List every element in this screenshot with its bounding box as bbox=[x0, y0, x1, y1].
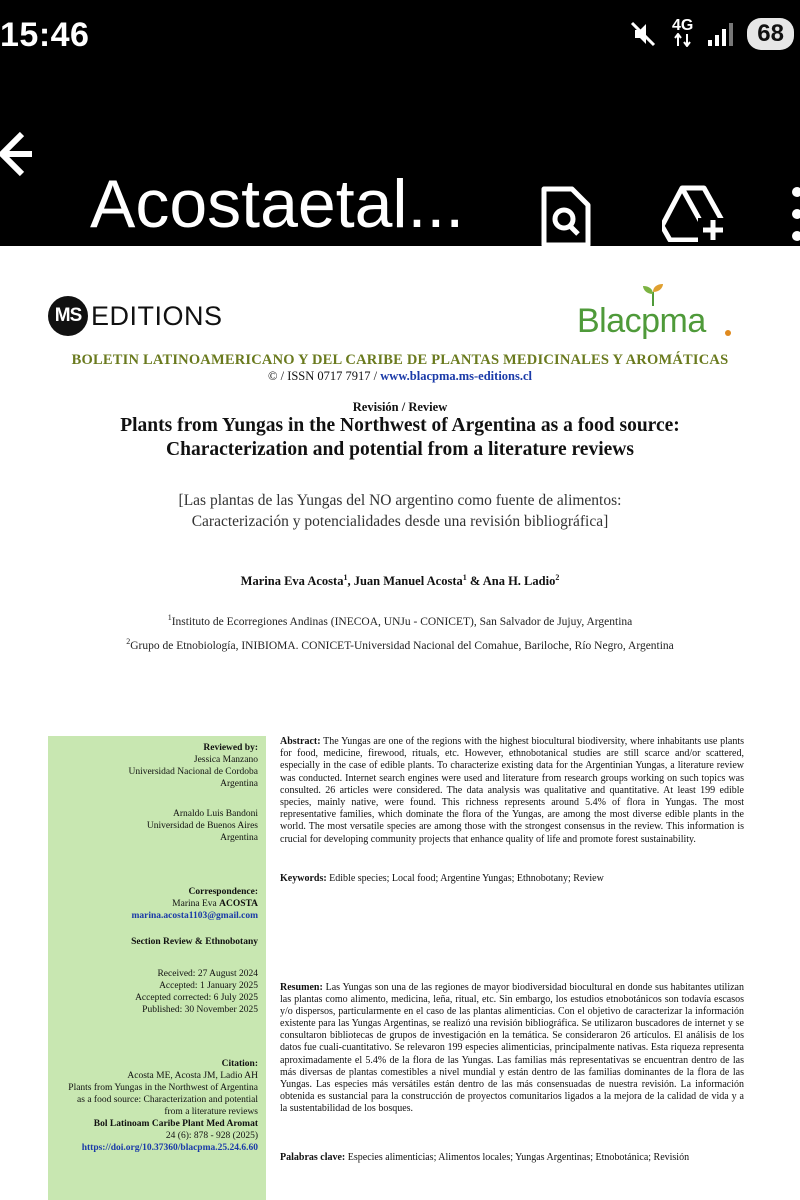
citation-title: from a literature reviews bbox=[164, 1107, 258, 1117]
back-arrow-icon[interactable] bbox=[0, 114, 32, 194]
blacpma-logo bbox=[577, 290, 737, 340]
article-info-sidebar bbox=[48, 736, 266, 1200]
reviewer-country: Argentina bbox=[220, 779, 258, 789]
issn-text: © / ISSN 0717 7917 / bbox=[267, 369, 381, 383]
battery-indicator: 68 bbox=[747, 18, 794, 50]
more-icon[interactable] bbox=[790, 184, 800, 244]
affiliation-line bbox=[0, 608, 800, 632]
citation-pages: 24 (6): 878 - 928 (2025) bbox=[165, 1131, 258, 1141]
accepted-corrected-date: Accepted corrected: 6 July 2025 bbox=[135, 993, 258, 1003]
affiliation-text: Instituto de Ecorregiones Andinas (INECOA, UNJu - CONICET), San Salvador de Jujuy, Argentina bbox=[171, 615, 633, 628]
blacpma-logo-text: Blacpma bbox=[577, 302, 706, 340]
journal-website-link[interactable]: www.blacpma.ms-editions.cl bbox=[380, 369, 533, 383]
correspondence-email-link[interactable]: marina.acosta1103@gmail.com bbox=[131, 911, 258, 921]
add-to-drive-icon[interactable] bbox=[662, 184, 728, 242]
citation-journal: Bol Latinoam Caribe Plant Med Aromat bbox=[93, 1119, 258, 1129]
author-list bbox=[0, 573, 800, 589]
title-es-line-2: Caracterización y potencialidades desde una revisión bibliográfica] bbox=[191, 513, 609, 530]
reviewer-name: Arnaldo Luis Bandoni bbox=[173, 809, 258, 819]
citation-authors: Acosta ME, Acosta JM, Ladio AH bbox=[127, 1071, 258, 1081]
ms-logo-circle: MS bbox=[48, 296, 88, 336]
affiliation-mark: 2 bbox=[126, 636, 131, 646]
mute-icon bbox=[628, 19, 658, 49]
status-icons bbox=[628, 18, 794, 50]
author-separator: , bbox=[347, 574, 354, 589]
author-affiliation-mark: 2 bbox=[555, 573, 560, 582]
palabras-clave-label: Palabras clave: bbox=[280, 1152, 346, 1163]
palabras-clave-text: Especies alimenticias; Alimentos locales; Yungas Argentinas; Etnobotánica; Revisión bbox=[345, 1152, 690, 1163]
author-separator: & bbox=[466, 574, 483, 589]
citation-title: Plants from Yungas in the Northwest of Argentina bbox=[68, 1083, 258, 1093]
published-date: Published: 30 November 2025 bbox=[142, 1005, 258, 1015]
article-type: Revisión / Review bbox=[352, 400, 448, 414]
correspondence-label: Correspondence: bbox=[188, 887, 258, 897]
affiliation-line bbox=[0, 632, 800, 656]
author-name: Ana H. Ladio bbox=[482, 574, 556, 589]
citation-title: as a food source: Characterization and potential bbox=[77, 1095, 258, 1105]
resumen-block bbox=[280, 982, 744, 1115]
ms-logo-text: EDITIONS bbox=[91, 300, 223, 331]
resumen-label: Resumen: bbox=[280, 982, 323, 993]
pdf-page[interactable] bbox=[0, 246, 800, 1200]
affiliation-text: Grupo de Etnobiología, INIBIOMA. CONICET-Universidad Nacional del Comahue, Bariloche, Río Negro, Argentina bbox=[130, 639, 674, 652]
network-indicator bbox=[671, 16, 694, 50]
abstract-label: Abstract: bbox=[280, 736, 321, 747]
correspondence-name-prefix: Marina Eva bbox=[172, 899, 220, 909]
palabras-clave-block bbox=[280, 1152, 744, 1164]
signal-icon bbox=[707, 22, 733, 46]
network-type: 4G bbox=[671, 16, 694, 34]
reviewer-name: Jessica Manzano bbox=[193, 755, 258, 765]
affiliations bbox=[0, 608, 800, 656]
title-es-line-1: [Las plantas de las Yungas del NO argentino como fuente de alimentos: bbox=[178, 492, 622, 509]
keywords-text: Edible species; Local food; Argentine Yungas; Ethnobotany; Review bbox=[326, 873, 604, 884]
status-bar bbox=[0, 0, 800, 78]
resumen-text: Las Yungas son una de las regiones de mayor biodiversidad biocultural en donde sus habitantes utilizan las plantas como alimento, medicina, leña, ritual, etc. Sin embargo, los estudios etnobotánicos son todavía escasos y/o dispersos, particularmente en el caso de las plantas alimenticias. Con el objetivo de caracterizar la información existente para las Yungas Argentinas, se realizó una revisión bibliográfica. Se utilizaron buscadores de internet y se consultaron bibliotecas de grupos de investigación en la temática. Se consideraron 26 artículos. El análisis de los datos fue cuali-cuantitativo. Se relevaron 199 especies alimenticias, principalmente nativas. Esta riqueza representa aproximadamente el 5.4% de la flora de las Yungas. Las familias más representativas se encuentran dentro de las más diversas de plantas comestibles a nivel mundial y están dentro de las familias dominantes de la flora de las Yungas. Las especies más versátiles están dentro de las más consensuadas de nuestra revisión. La información obtenida es sustancial para la construcción de proyectos comunitarios ligados a la mejora de la calidad de vida y a la sustentabilidad de los bosques. bbox=[280, 982, 744, 1114]
blacpma-logo-dot bbox=[725, 330, 731, 336]
reviewer-institution: Universidad de Buenos Aires bbox=[146, 821, 258, 831]
correspondence-name bbox=[56, 898, 258, 910]
document-title: Acostaetal... bbox=[90, 166, 465, 242]
title-en-line-2: Characterization and potential from a literature reviews bbox=[166, 439, 634, 460]
reviewer-institution: Universidad Nacional de Cordoba bbox=[128, 767, 258, 777]
data-arrows-icon bbox=[673, 33, 693, 47]
article-title-english bbox=[0, 414, 800, 462]
reviewer-country: Argentina bbox=[220, 833, 258, 843]
author-affiliation-mark: 1 bbox=[462, 573, 467, 582]
find-in-document-icon[interactable] bbox=[538, 186, 594, 248]
keywords-block bbox=[280, 873, 744, 885]
issn-line bbox=[0, 369, 800, 384]
status-time: 15:46 bbox=[0, 16, 90, 54]
author-affiliation-mark: 1 bbox=[343, 573, 348, 582]
abstract-block bbox=[280, 736, 744, 846]
section-label: Section Review & Ethnobotany bbox=[131, 937, 258, 947]
abstract-text: The Yungas are one of the regions with the highest biocultural biodiversity, where inhabitants use plants for food, medicine, firewood, rituals, etc. However, ethnobotanical studies are still scarce and/or scattered, especially in the case of edible plants. To characterize existing data for the Argentinian Yungas, a literature review was conducted. Internet search engines were used and literature from research groups working on such topics was consulted. 26 articles were considered. The data analysis was qualitative and quantitative. At least 199 edible species, mainly native, were found. This richness represents around 5.4% of flora in Yungas. The most representative families, which dominate the flora of the Yungas, are among the most diverse edible plants in the world. The most versatile species are among those with the strongest consensus in the review. This information is crucial for developing community projects that enhance quality of life and promote forest sustainability. bbox=[280, 736, 744, 845]
author-name: Marina Eva Acosta bbox=[240, 574, 344, 589]
received-date: Received: 27 August 2024 bbox=[157, 969, 258, 979]
accepted-date: Accepted: 1 January 2025 bbox=[159, 981, 258, 991]
affiliation-mark: 1 bbox=[167, 613, 172, 622]
keywords-label: Keywords: bbox=[280, 873, 327, 884]
ms-editions-logo bbox=[48, 296, 223, 336]
author-name: Juan Manuel Acosta bbox=[353, 574, 463, 589]
correspondence-surname: ACOSTA bbox=[219, 899, 258, 909]
journal-name: BOLETIN LATINOAMERICANO Y DEL CARIBE DE PLANTAS MEDICINALES Y AROMÁTICAS bbox=[71, 352, 729, 368]
reviewed-by-label: Reviewed by: bbox=[203, 743, 258, 753]
citation-label: Citation: bbox=[221, 1059, 258, 1069]
article-title-spanish bbox=[0, 490, 800, 532]
title-en-line-1: Plants from Yungas in the Northwest of Argentina as a food source: bbox=[120, 415, 680, 436]
citation-doi-link[interactable]: https://doi.org/10.37360/blacpma.25.24.6.60 bbox=[81, 1143, 258, 1153]
app-bar bbox=[0, 78, 800, 246]
